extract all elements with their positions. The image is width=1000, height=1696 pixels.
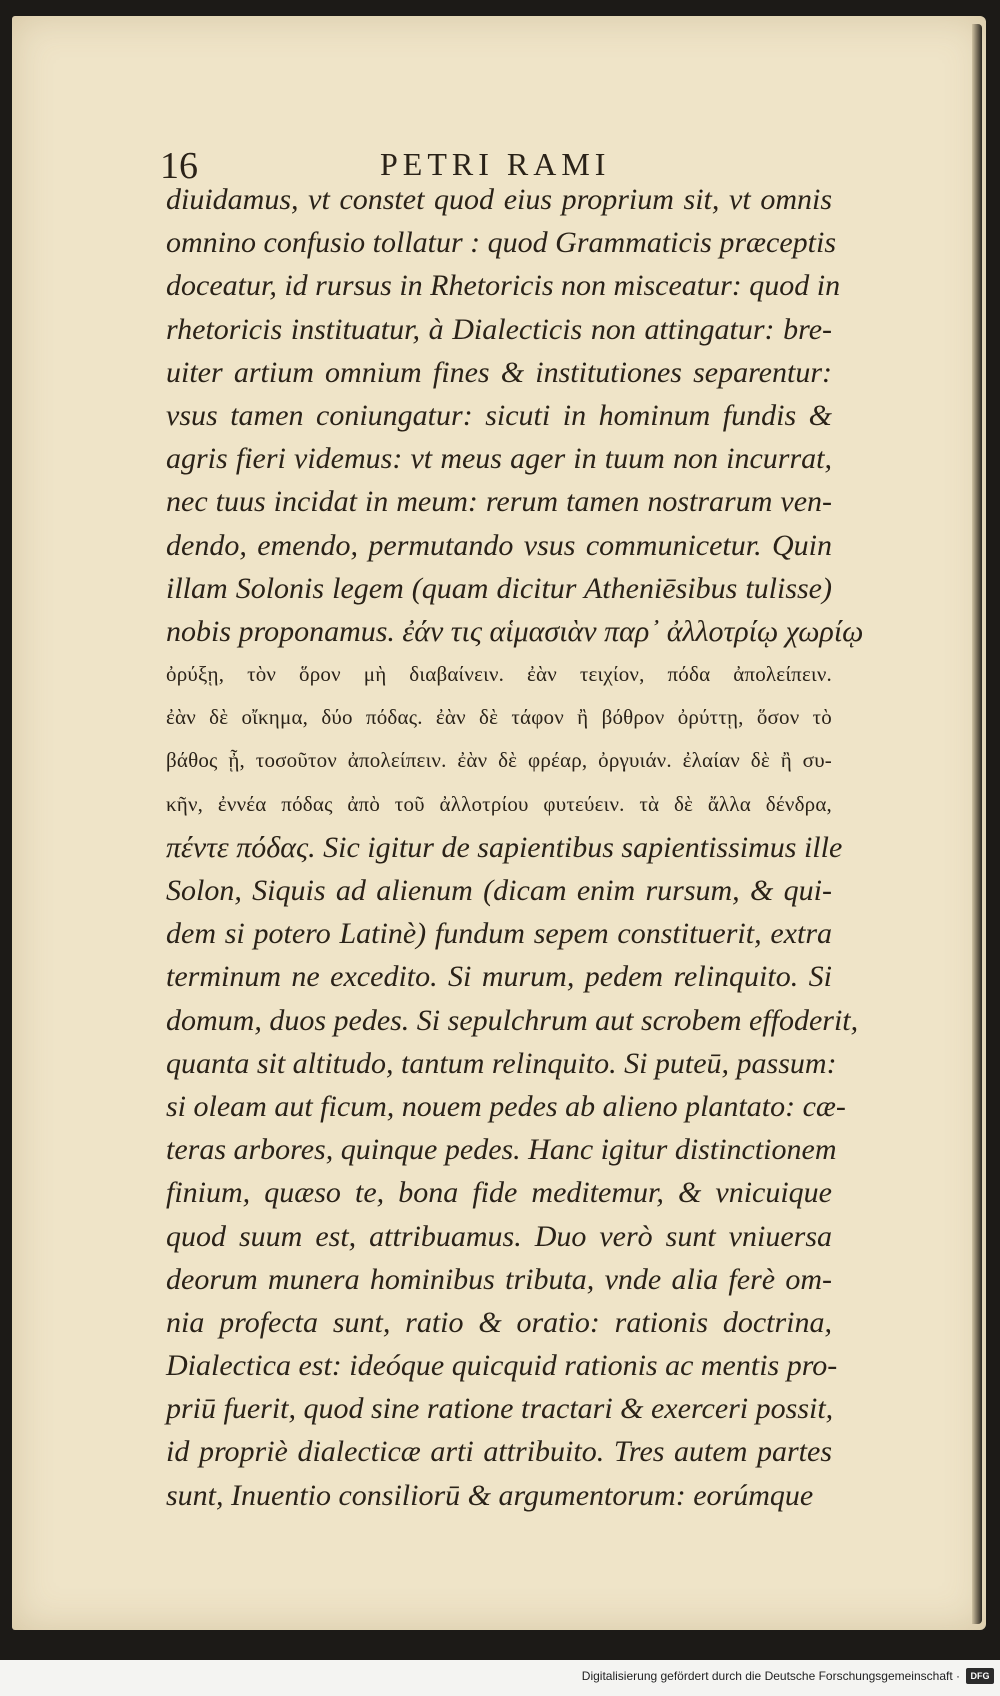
text-line: πέντε πόδας. Sic igitur de sapientibus sapientissimus ille xyxy=(166,830,843,864)
text-line: sunt, Inuentio consiliorū & argumentorum: eorúmque xyxy=(166,1478,814,1512)
page-edge xyxy=(972,24,982,1624)
text-line: terminum ne excedito. Si murum, pedem relinquito. Si xyxy=(166,960,832,994)
text-line: si oleam aut ficum, nouem pedes ab alieno plantato: cæ- xyxy=(166,1089,846,1123)
text-line: doceatur, id rursus in Rhetoricis non misceatur: quod in xyxy=(166,269,841,303)
digitization-footer xyxy=(0,1660,1000,1696)
text-line: quod suum est, attribuamus. Duo verò sunt vniuersa xyxy=(166,1219,832,1253)
text-line: Dialectica est: ideóque quicquid rationis ac mentis pro- xyxy=(166,1349,838,1383)
text-line: quanta sit altitudo, tantum relinquito. Si puteū, passum: xyxy=(166,1046,837,1080)
greek-text-line: βάθος ᾖ, τοσοῦτον ἀπολείπειν. ἐὰν δὲ φρέαρ, ὀργυιάν. ἐλαίαν δὲ ἢ συ- xyxy=(166,748,832,773)
text-line: Solon, Siquis ad alienum (dicam enim rursum, & qui- xyxy=(166,874,832,907)
text-line: teras arbores, quinque pedes. Hanc igitur distinctionem xyxy=(166,1133,837,1167)
text-line: agris fieri videmus: vt meus ager in tuum non incurrat, xyxy=(166,442,832,476)
text-line: dendo, emendo, permutando vsus communicetur. Quin xyxy=(166,528,832,562)
body-text xyxy=(166,178,864,1517)
greek-text-line: ὀρύξῃ, τὸν ὅρον μὴ διαβαίνειν. ἐὰν τειχίον, πόδα ἀπολείπειν. xyxy=(166,662,832,687)
text-line: dem si potero Latinè) fundum sepem constituerit, extra xyxy=(166,917,832,951)
dfg-logo: DFG xyxy=(966,1668,994,1684)
text-line: nec tuus incidat in meum: rerum tamen nostrarum ven- xyxy=(166,485,832,519)
running-head: PETRI RAMI xyxy=(380,146,611,182)
greek-text-line: κῆν, ἐννέα πόδας ἀπὸ τοῦ ἀλλοτρίου φυτεύειν. τὰ δὲ ἄλλα δένδρα, xyxy=(166,791,832,816)
text-line-mixed-greek: nobis proponamus. ἐάν τις αἱμασιὰν παρ᾽ ἀλλοτρίῳ χωρίῳ xyxy=(166,614,864,648)
text-line: domum, duos pedes. Si sepulchrum aut scrobem effoderit, xyxy=(166,1003,859,1037)
text-line: id propriè dialecticæ arti attribuito. Tres autem partes xyxy=(166,1435,832,1469)
text-line: rhetoricis instituatur, à Dialecticis non attingatur: bre- xyxy=(166,312,832,346)
text-line: vsus tamen coniungatur: sicuti in hominum fundis & xyxy=(166,398,832,432)
text-line: deorum munera hominibus tributa, vnde alia ferè om- xyxy=(166,1262,832,1296)
text-line: priū fuerit, quod sine ratione tractari & exerceri possit, xyxy=(166,1392,834,1426)
text-line: diuidamus, vt constet quod eius proprium sit, vt omnis xyxy=(166,183,832,216)
text-line: nia profecta sunt, ratio & oratio: rationis doctrina, xyxy=(166,1305,832,1339)
text-line: uiter artium omnium fines & institutiones separentur: xyxy=(166,355,832,389)
text-line: finium, quæso te, bona fide meditemur, & vnicuique xyxy=(166,1176,832,1210)
page-number: 16 xyxy=(160,145,198,187)
text-line: omnino confusio tollatur : quod Grammaticis præceptis xyxy=(166,226,836,260)
greek-text-line: ἐὰν δὲ οἴκημα, δύο πόδας. ἐὰν δὲ τάφον ἢ βόθρον ὀρύττῃ, ὅσον τὸ xyxy=(166,705,832,730)
funding-credit: Digitalisierung gefördert durch die Deutsche Forschungsgemeinschaft · xyxy=(581,1669,960,1683)
text-line: illam Solonis legem (quam dicitur Atheniēsibus tulisse) xyxy=(166,571,832,605)
